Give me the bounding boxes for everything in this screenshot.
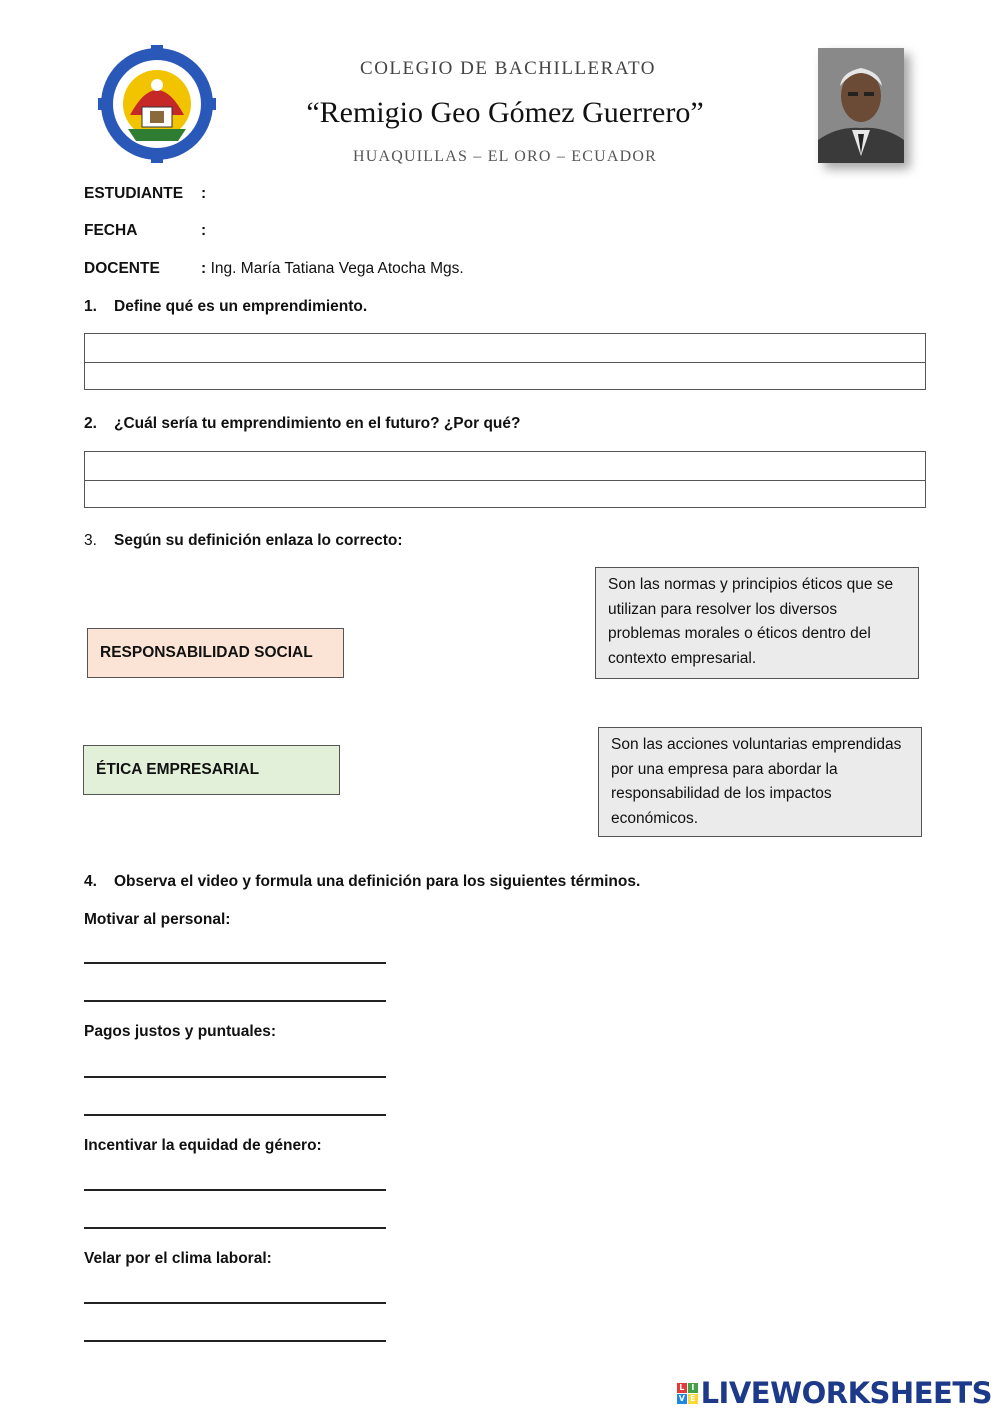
date-separator: : (201, 222, 207, 239)
definition-1-box[interactable]: Son las normas y principios éticos que se utilizan para resolver los diversos problemas morales o éticos dentro del contexto empresarial. (595, 567, 919, 679)
question-2-answer-box[interactable] (84, 451, 926, 508)
question-2-text: ¿Cuál sería tu emprendimiento en el futuro? ¿Por qué? (114, 415, 521, 432)
teacher-name: Ing. María Tatiana Vega Atocha Mgs. (210, 260, 464, 277)
teacher-row (201, 260, 464, 278)
term-etica-empresarial[interactable]: ÉTICA EMPRESARIAL (83, 745, 340, 795)
question-3-text: Según su definición enlaza lo correcto: (114, 532, 403, 549)
answer-line[interactable] (84, 1000, 386, 1002)
term-responsabilidad-social[interactable]: RESPONSABILIDAD SOCIAL (87, 628, 344, 678)
answer-line[interactable] (84, 1114, 386, 1116)
question-2-number: 2. (84, 415, 97, 432)
founder-portrait (818, 48, 904, 163)
school-location: HUAQUILLAS – EL ORO – ECUADOR (353, 148, 657, 165)
question-1-number: 1. (84, 298, 97, 315)
question-2 (84, 415, 520, 433)
answer-line[interactable] (84, 962, 386, 964)
term-equidad-genero: Incentivar la equidad de género: (84, 1137, 322, 1154)
question-3-number: 3. (84, 532, 97, 549)
answer-line[interactable] (84, 1189, 386, 1191)
answer-line[interactable] (84, 1340, 386, 1342)
teacher-separator: : (201, 260, 207, 277)
term-pagos-justos: Pagos justos y puntuales: (84, 1023, 277, 1040)
question-4-number: 4. (84, 873, 97, 890)
term-motivar-personal: Motivar al personal: (84, 911, 231, 928)
question-1-answer-box[interactable] (84, 333, 926, 390)
liveworksheets-logo-icon (677, 1383, 698, 1404)
question-4 (84, 873, 640, 891)
student-label: ESTUDIANTE (84, 185, 184, 202)
question-1 (84, 298, 367, 316)
answer-line[interactable] (84, 1302, 386, 1304)
student-separator: : (201, 185, 207, 202)
school-name: “Remigio Geo Gómez Guerrero” (306, 96, 704, 129)
answer-divider (85, 362, 925, 363)
answer-divider (85, 480, 925, 481)
badge-letter: L (677, 1383, 687, 1393)
badge-letter: I (688, 1383, 698, 1393)
definition-2-box[interactable]: Son las acciones voluntarias emprendidas por una empresa para abordar la responsabilidad de los impactos económicos. (598, 727, 922, 837)
question-4-text: Observa el video y formula una definición para los siguientes términos. (114, 873, 641, 890)
date-label: FECHA (84, 222, 138, 239)
question-1-text: Define qué es un emprendimiento. (114, 298, 368, 315)
answer-line[interactable] (84, 1227, 386, 1229)
badge-letter: V (677, 1394, 687, 1404)
question-3 (84, 532, 403, 550)
badge-letter: E (688, 1394, 698, 1404)
college-heading: COLEGIO DE BACHILLERATO (360, 58, 656, 79)
liveworksheets-brand[interactable] (677, 1376, 992, 1410)
answer-line[interactable] (84, 1076, 386, 1078)
teacher-label: DOCENTE (84, 260, 160, 277)
liveworksheets-text: LIVEWORKSHEETS (700, 1376, 992, 1410)
term-clima-laboral: Velar por el clima laboral: (84, 1250, 272, 1267)
